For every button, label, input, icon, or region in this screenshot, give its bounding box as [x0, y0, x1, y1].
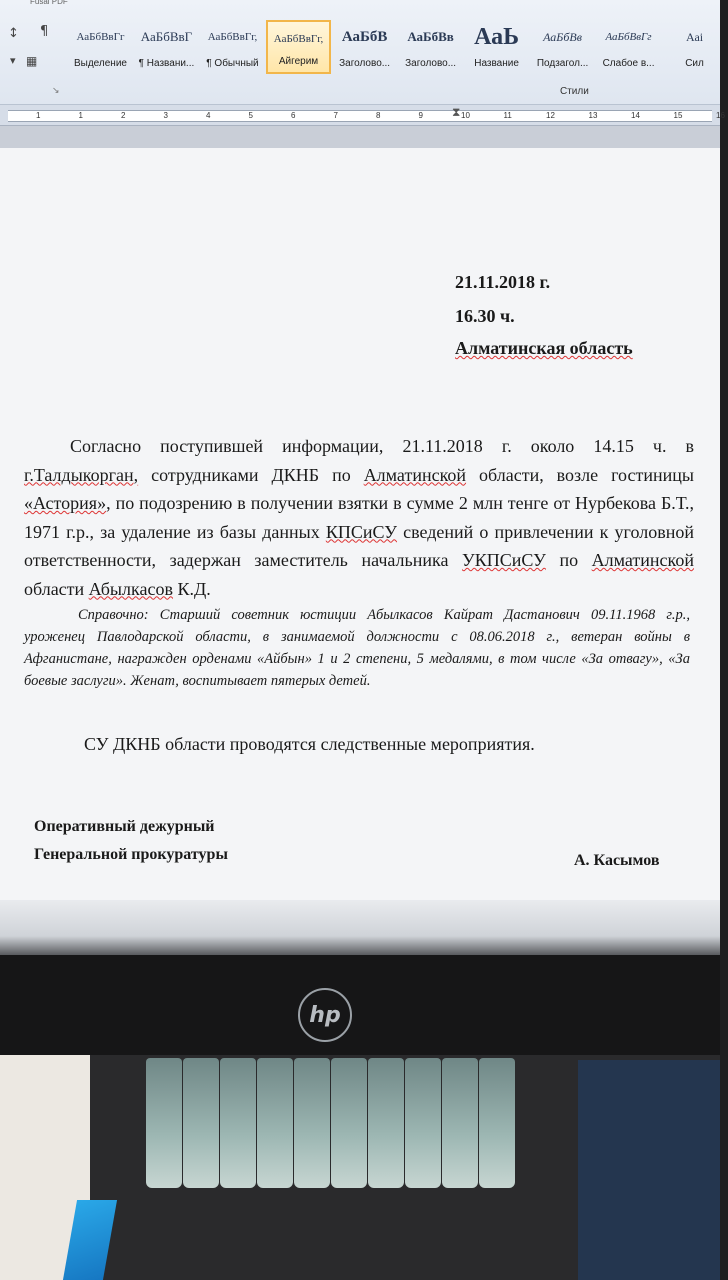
paragraph-tools — [0, 18, 66, 84]
report-time: 16.30 ч. — [455, 306, 515, 326]
style-preview: АаЬ — [474, 24, 520, 50]
spellcheck-word: КПСиСУ — [325, 521, 397, 542]
ruler-number: 5 — [248, 111, 253, 120]
folder-spine — [331, 1058, 367, 1188]
ribbon-top-text: Fusal PDF — [30, 0, 68, 6]
sort-icon[interactable]: ↕ — [8, 26, 19, 41]
body-text-run: сотрудниками ДКНБ по — [138, 464, 364, 485]
ruler-number: 1 — [78, 111, 83, 120]
style-tile[interactable] — [530, 20, 595, 74]
reference-note: Справочно: Старший советник юстиции Абылкасов Кайрат Дастанович 09.11.1968 г.р., уроженец Павлодарской области, в занимаемой должности с 08.06.2018 г., ветеран войны в Афганистане, награжден орденами «Айбын» 1 и 2 степени, 5 медалями, в том числе «За отвагу», «За боевые заслуги». Женат, воспитывает пятерых детей. — [24, 607, 690, 689]
style-preview: АаБбВ — [341, 29, 388, 45]
ruler-number: 1 — [36, 111, 41, 120]
screen-bottom-edge — [0, 900, 720, 960]
style-label: ¶ Названи... — [138, 58, 195, 69]
spellcheck-word: Алматинской — [591, 550, 695, 570]
ruler-number: 12 — [546, 111, 555, 120]
ruler-number: 11 — [503, 111, 512, 120]
style-tile[interactable] — [398, 20, 463, 74]
pilcrow-icon[interactable]: ¶ — [40, 24, 49, 39]
word-ribbon — [0, 0, 720, 105]
style-preview: АаБбВвГг — [605, 31, 652, 43]
styles-group-label: Стили — [560, 86, 589, 97]
style-tile[interactable] — [662, 20, 727, 74]
style-label: Слабое в... — [602, 58, 655, 69]
style-tile[interactable] — [68, 20, 133, 74]
folder-spine — [368, 1058, 404, 1188]
style-preview: АаБбВв — [543, 30, 582, 44]
body-text-run: К.Д. — [172, 578, 211, 599]
ruler-number: 16 — [716, 111, 725, 120]
signer-title-line-1: Оперативный дежурный — [34, 818, 215, 835]
body-text-run: сведений о привлечении к уголовной ответственности, задержан заместитель начальника — [24, 521, 694, 570]
style-label: Сил — [685, 58, 704, 69]
folder-spine — [442, 1058, 478, 1188]
ruler-number: 13 — [588, 111, 598, 120]
ruler-strip — [8, 110, 725, 122]
body-text-run: , по подозрению в получении взятки в сумме 2 млн тенге от Нурбекова Б.Т., 1971 г.р., за удаление из базы данных — [24, 493, 694, 542]
style-preview: АаБбВвГг, — [273, 33, 324, 45]
indent-marker-icon[interactable]: ⧗ — [452, 105, 461, 119]
spellcheck-word: Алматинской — [363, 464, 467, 485]
ruler-number: 4 — [206, 111, 211, 120]
borders-icon[interactable]: ▦ — [26, 54, 38, 68]
style-preview: АаБбВвГг, — [207, 31, 258, 43]
style-tile[interactable] — [200, 20, 265, 74]
body-text-run: области, возле гостиницы — [466, 464, 694, 485]
body-text-run: по — [545, 550, 592, 570]
style-tile[interactable] — [134, 20, 199, 74]
spellcheck-word: г.Талдыкорган, — [24, 464, 139, 485]
folder-spine — [405, 1058, 441, 1188]
desk-binder-right — [578, 1060, 720, 1280]
style-label: Название — [474, 58, 519, 69]
folder-spine — [220, 1058, 256, 1188]
folder-spine — [479, 1058, 515, 1188]
document-gutter — [0, 126, 720, 148]
report-region — [455, 338, 633, 359]
document-folders — [146, 1058, 526, 1193]
style-tile[interactable] — [266, 20, 331, 74]
body-text-run: области — [24, 578, 89, 599]
style-label: ¶ Обычный — [206, 58, 259, 69]
style-label: Подзагол... — [536, 58, 589, 69]
spellcheck-word: «Астория» — [24, 493, 107, 513]
style-label: Заголово... — [339, 58, 391, 69]
ruler-number: 7 — [333, 111, 338, 120]
folder-spine — [183, 1058, 219, 1188]
region-word: Алматинская область — [455, 338, 633, 358]
style-tile[interactable] — [464, 20, 529, 74]
ruler-number: 2 — [121, 111, 126, 120]
folder-spine — [257, 1058, 293, 1188]
style-label: Выделение — [73, 58, 127, 69]
dialog-launcher-icon[interactable]: ↘ — [52, 86, 60, 96]
style-tile[interactable] — [332, 20, 397, 74]
signer-title-line-2: Генеральной прокуратуры — [34, 846, 228, 863]
closing-line: СУ ДКНБ области проводятся следственные мероприятия. — [84, 734, 535, 754]
document-page[interactable] — [0, 148, 720, 908]
monitor-bezel — [0, 955, 720, 1055]
style-preview: Ааі — [685, 30, 704, 44]
style-preview: АаБбВвГ — [140, 29, 193, 44]
folder-spine — [146, 1058, 182, 1188]
shading-icon[interactable]: ▾ — [10, 54, 16, 67]
spellcheck-word: Абылкасов — [88, 578, 173, 599]
style-tile[interactable] — [596, 20, 661, 74]
ruler-number: 6 — [291, 111, 296, 120]
report-date: 21.11.2018 г. — [455, 272, 551, 292]
ruler-number: 8 — [376, 111, 381, 120]
ruler-number: 10 — [461, 111, 470, 120]
ruler-number: 3 — [163, 111, 168, 120]
report-body-paragraph — [24, 432, 694, 603]
ruler-number: 9 — [418, 111, 423, 120]
style-label: Айгерим — [278, 56, 319, 67]
hp-logo: hp — [298, 988, 352, 1042]
style-preview: АаБбВвГг — [76, 31, 125, 43]
ruler-number: 15 — [673, 111, 683, 120]
signer-name: А. Касымов — [574, 852, 660, 869]
ruler-number: 14 — [631, 111, 640, 120]
body-text-run: Согласно поступившей информации, 21.11.2018 г. около 14.15 ч. в — [70, 436, 694, 456]
spellcheck-word: УКПСиСУ — [462, 550, 546, 570]
styles-gallery — [68, 20, 728, 78]
style-preview: АаБбВв — [407, 29, 454, 44]
horizontal-ruler[interactable] — [0, 105, 725, 126]
style-label: Заголово... — [405, 58, 457, 69]
folder-spine — [294, 1058, 330, 1188]
